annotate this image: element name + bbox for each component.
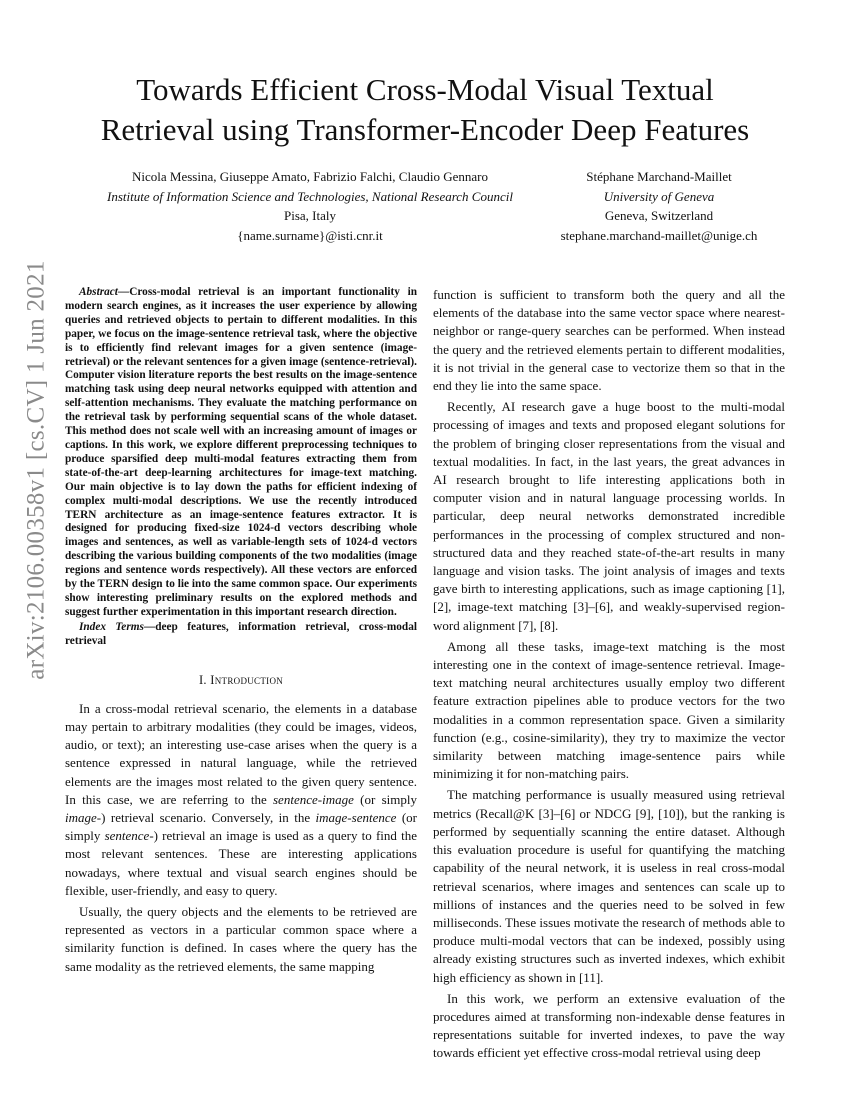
intro-paragraph-5: The matching performance is usually measured using retrieval metrics (Recall@K [3]–[6] or NDCG [9], [10]), but the ranking is performed by sequentially scanning the entire dataset. Although this evaluation procedure is useful for quantifying the matching capability of the neural network, it is useless in real cross-modal retrieval scenarios, where images and sentences can scale up to millions of instances and the queries need to be solved in few milliseconds. These issues motivate the research of methods able to produce multi-modal vectors that can be indexed, possibly using already existing structures such as inverted indexes, which exhibit high efficiency as shown in [11].	[433, 787, 785, 985]
arxiv-identifier-stamp	[14, 260, 60, 680]
intro-paragraph-2: Usually, the query objects and the elements to be retrieved are represented as vectors in a particular common space where a similarity function is defined. In cases where the query has the same modality as the retrieved elements, the same mapping	[65, 904, 417, 974]
author-location-right: Geneva, Switzerland	[604, 208, 714, 223]
intro-p1-em-image: image-	[65, 809, 102, 825]
intro-paragraph-4: Among all these tasks, image-text matching is the most interesting one in the context of image-sentence retrieval. Image-text matching neural architectures usually employ two different feature extraction pipelines able to produce vectors for the two modalities in a common representation space. Given a similarity function (e.g., cosine-similarity), they try to maximize the vector similarity between matching image-sentence pairs while minimizing it for non-matching pairs.	[433, 638, 785, 782]
title-line-2: Retrieval using Transformer-Encoder Deep Features	[100, 112, 750, 147]
intro-paragraph-2-continued: function is sufficient to transform both the query and all the elements of the database into the same vector space where nearest-neighbor or range-query searches can be performed. When instead the query and the retrieved elements pertain to different modalities, it is not trivial in the general case to vectorize them so that in the end they lie into the same space.	[433, 287, 785, 394]
index-terms	[65, 621, 417, 649]
abstract	[65, 286, 417, 620]
intro-p1-text-e: ) retrieval an image is used as a query to find the most relevant sentences. These are interesting applications nowadays, where textual and visual search engines should be flexible, user-friendly, and easy to query.	[65, 828, 417, 898]
section-title: Introduction	[210, 672, 284, 687]
intro-p1-em-sentence-image: sentence-image	[273, 791, 354, 807]
author-email-right: stephane.marchand-maillet@unige.ch	[560, 227, 758, 243]
abstract-label: Abstract	[79, 286, 118, 298]
intro-p1-em-image-sentence: image-sentence	[315, 809, 397, 825]
author-names-left: Nicola Messina, Giuseppe Amato, Fabrizio Falchi, Claudio Gennaro	[132, 169, 488, 184]
index-terms-label: Index Terms	[79, 620, 144, 633]
author-affiliation-right: University of Geneva	[603, 188, 715, 204]
abstract-text: —Cross-modal retrieval is an important functionality in modern search engines, as it increases the user experience by allowing queries and retrieved objects to pertain to different modalities. In this paper, we focus on the image-sentence retrieval task, where the objective is to efficiently find relevant images for a given sentence (image-retrieval) or the relevant sentences for a given image (sentence-retrieval). Computer vision literature reports the best results on the image-sentence matching task using deep neural networks equipped with attention and self-attention mechanisms. They evaluate the matching performance on the retrieval task by performing sequential scans of the whole dataset. This method does not scale well with an increasing amount of images or captions. In this work, we explore different preprocessing techniques to produce sparsified deep multi-modal features extracting them from state-of-the-art deep-learning architectures for image-text matching. Our main objective is to lay down the paths for efficient indexing of complex multi-modal descriptions. We use the recently introduced TERN architecture as an image-sentence features extractor. It is designed for producing fixed-size 1024-d vectors describing whole images and sentences, as well as variable-length sets of 1024-d vectors describing the various building components of the two modalities (image regions and sentence words respectively). All these vectors are enforced by the TERN design to lie into the same common space. Our experiments show interesting preliminary results on the explored methods and suggest further experimentation in this important research direction.	[65, 286, 417, 618]
index-terms-text: —deep features, information retrieval, cross-modal retrieval	[65, 620, 417, 647]
intro-p1-text-a: In a cross-modal retrieval scenario, the elements in a database may pertain to arbitrary modalities (they could be images, videos, audio, or text); an interesting use-case arises when the query is a sentence expressed in natural language, while the retrieved elements are the images most related to the given query sentence. In this case, we are referring to the	[65, 700, 417, 807]
arxiv-id-text: arXiv:2106.00358v1 [cs.CV] 1 Jun 2021	[23, 260, 50, 680]
intro-p1-text-c: ) retrieval scenario. Conversely, in the	[101, 809, 316, 825]
intro-paragraph-6: In this work, we perform an extensive evaluation of the procedures aimed at transforming non-indexable dense features in representations suitable for inverted indexes, to pave the way towards efficient yet effective cross-modal retrieval using deep	[433, 990, 785, 1061]
intro-p1-text-b: (or simply	[353, 791, 417, 807]
author-names-right: Stéphane Marchand-Maillet	[586, 169, 732, 184]
title-line-1: Towards Efficient Cross-Modal Visual Textual	[136, 72, 714, 107]
intro-p1-text-d: (or simply	[65, 809, 417, 844]
section-heading-introduction	[65, 671, 417, 689]
author-block-right	[548, 167, 770, 245]
right-column	[433, 286, 785, 1066]
author-affiliation-left: Institute of Information Science and Technologies, National Research Council	[107, 188, 513, 204]
intro-p1-em-sentence: sentence-	[104, 828, 154, 844]
paper-title	[40, 70, 810, 150]
intro-paragraph-1	[65, 700, 417, 900]
author-block-left	[80, 167, 540, 245]
author-location-left: Pisa, Italy	[284, 208, 336, 223]
intro-paragraph-3: Recently, AI research gave a huge boost to the multi-modal processing of images and texts and proposed elegant solutions for the problem of bringing closer representations from the visual and textual modalities. In fact, in the last years, the great advances in AI research brought to life interesting applications both in computer vision and in natural language processing worlds. In particular, deep neural networks demonstrated incredible performances in the processing of complex structured and non-structured data and they reached state-of-the-art results in many language and vision tasks. The joint analysis of images and texts gave birth to interesting applications, such as image captioning [1], [2], image-text matching [3]–[6], and weakly-supervised region-word alignment [7], [8].	[433, 399, 785, 633]
section-number: I.	[198, 672, 207, 687]
left-column	[65, 286, 417, 979]
author-email-left: {name.surname}@isti.cnr.it	[237, 227, 383, 243]
